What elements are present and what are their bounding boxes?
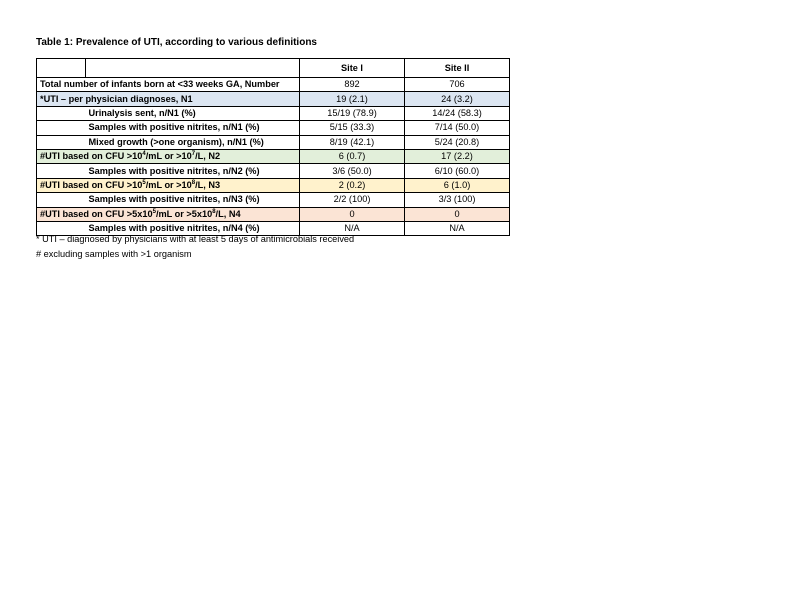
exponent: 4 bbox=[142, 151, 146, 158]
exponent: 8 bbox=[212, 208, 216, 215]
exponent: 7 bbox=[191, 151, 196, 158]
footnote-exclusion: # excluding samples with >1 organism bbox=[36, 249, 192, 259]
row-label: Samples with positive nitrites, n/N3 (%) bbox=[86, 193, 300, 207]
site-1-value: 2 (0.2) bbox=[300, 178, 405, 192]
site-2-value: 706 bbox=[405, 78, 510, 92]
site-1-value: 0 bbox=[300, 207, 405, 221]
label-text: /mL or >10 bbox=[145, 179, 192, 190]
row-label: Samples with positive nitrites, n/N2 (%) bbox=[86, 164, 300, 178]
uti-prevalence-table bbox=[36, 58, 510, 236]
table-title: Table 1: Prevalence of UTI, according to various definitions bbox=[36, 37, 317, 48]
row-label: Samples with positive nitrites, n/N4 (%) bbox=[86, 221, 300, 235]
site-1-value: N/A bbox=[300, 221, 405, 235]
site-1-value: 19 (2.1) bbox=[300, 92, 405, 106]
site-2-value: 3/3 (100) bbox=[405, 193, 510, 207]
table-row-nitrites-n2 bbox=[37, 164, 510, 178]
table-row-uti-physician bbox=[37, 92, 510, 106]
header-blank-indent bbox=[37, 59, 86, 78]
site-2-value: 5/24 (20.8) bbox=[405, 135, 510, 149]
row-label bbox=[37, 149, 300, 163]
site-1-value: 892 bbox=[300, 78, 405, 92]
table-row-nitrites-n3 bbox=[37, 193, 510, 207]
table-row-total-infants bbox=[37, 78, 510, 92]
indent-cell bbox=[37, 193, 86, 207]
label-text: #UTI based on CFU >10 bbox=[40, 179, 143, 190]
label-text: #UTI based on CFU >5x10 bbox=[40, 208, 153, 219]
exponent: 5 bbox=[142, 179, 146, 186]
site-1-value: 6 (0.7) bbox=[300, 149, 405, 163]
site-2-value: 14/24 (58.3) bbox=[405, 106, 510, 120]
label-text: /L, N3 bbox=[195, 179, 221, 190]
label-text: /L, N2 bbox=[195, 151, 221, 162]
table-row-urinalysis-sent bbox=[37, 106, 510, 120]
label-text: /L, N4 bbox=[215, 208, 241, 219]
table-row-uti-cfu-n2 bbox=[37, 149, 510, 163]
row-label: *UTI – per physician diagnoses, N1 bbox=[37, 92, 300, 106]
site-2-value: N/A bbox=[405, 221, 510, 235]
row-label bbox=[37, 178, 300, 192]
indent-cell bbox=[37, 164, 86, 178]
site-2-value: 24 (3.2) bbox=[405, 92, 510, 106]
table-row-uti-cfu-n3 bbox=[37, 178, 510, 192]
table-header-row bbox=[37, 59, 510, 78]
site-2-value: 0 bbox=[405, 207, 510, 221]
row-label bbox=[37, 207, 300, 221]
indent-cell bbox=[37, 135, 86, 149]
table-row-mixed-growth bbox=[37, 135, 510, 149]
site-2-value: 6/10 (60.0) bbox=[405, 164, 510, 178]
site-1-value: 8/19 (42.1) bbox=[300, 135, 405, 149]
indent-cell bbox=[37, 121, 86, 135]
row-label: Samples with positive nitrites, n/N1 (%) bbox=[86, 121, 300, 135]
footnote-uti-definition: * UTI – diagnosed by physicians with at least 5 days of antimicrobials received bbox=[36, 234, 355, 244]
table-row-nitrites-n1 bbox=[37, 121, 510, 135]
exponent: 5 bbox=[152, 208, 156, 215]
column-header-site-2: Site II bbox=[405, 59, 510, 78]
table-row-uti-cfu-n4 bbox=[37, 207, 510, 221]
label-text: /mL or >10 bbox=[145, 151, 192, 162]
site-1-value: 3/6 (50.0) bbox=[300, 164, 405, 178]
site-2-value: 6 (1.0) bbox=[405, 178, 510, 192]
site-2-value: 17 (2.2) bbox=[405, 149, 510, 163]
exponent: 8 bbox=[191, 179, 196, 186]
label-text: /mL or >5x10 bbox=[155, 208, 213, 219]
header-blank-label bbox=[86, 59, 300, 78]
table-footnotes bbox=[36, 232, 354, 262]
row-label: Mixed growth (>one organism), n/N1 (%) bbox=[86, 135, 300, 149]
row-label: Urinalysis sent, n/N1 (%) bbox=[86, 106, 300, 120]
site-1-value: 5/15 (33.3) bbox=[300, 121, 405, 135]
column-header-site-1: Site I bbox=[300, 59, 405, 78]
site-1-value: 15/19 (78.9) bbox=[300, 106, 405, 120]
label-text: #UTI based on CFU >10 bbox=[40, 151, 143, 162]
site-2-value: 7/14 (50.0) bbox=[405, 121, 510, 135]
row-label: Total number of infants born at <33 weeks GA, Number bbox=[37, 78, 300, 92]
site-1-value: 2/2 (100) bbox=[300, 193, 405, 207]
indent-cell bbox=[37, 106, 86, 120]
